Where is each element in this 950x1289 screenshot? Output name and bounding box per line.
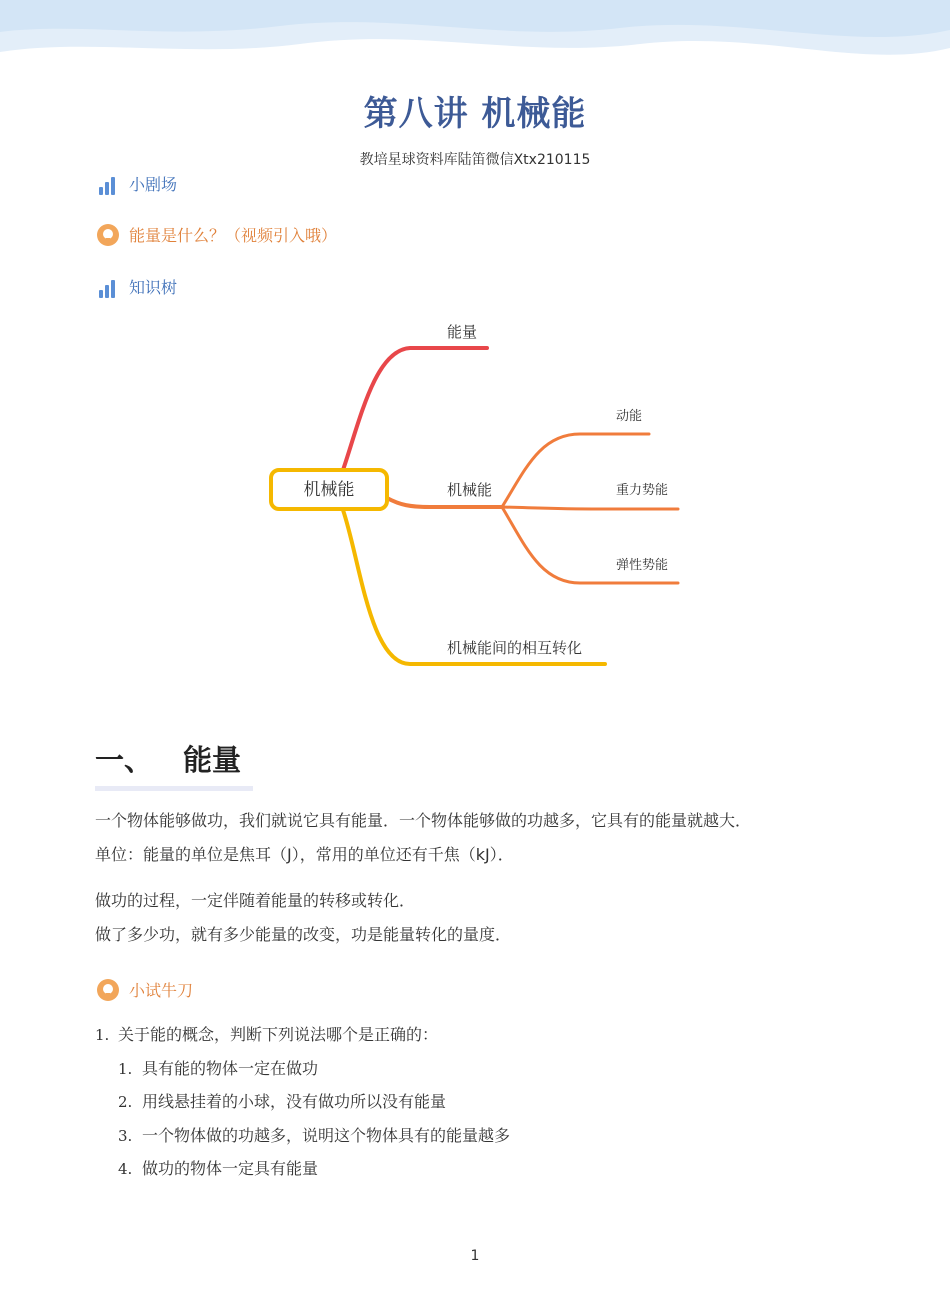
option-item	[118, 1123, 510, 1146]
node-elastic-label: 弹性势能	[616, 558, 669, 573]
section-knowledge-tree-label: 知识树	[129, 277, 178, 297]
paragraph-unit: 单位：能量的单位是焦耳（J），常用的单位还有千焦（kJ）．	[95, 845, 514, 864]
lightbulb-icon	[96, 222, 120, 246]
section-energy-question	[96, 222, 337, 246]
section-theater-label: 小剧场	[129, 174, 178, 194]
page-subtitle: 教培星球资料库陆笛微信Xtx210115	[359, 152, 591, 168]
option-item	[118, 1089, 446, 1112]
option-number: 1.	[118, 1060, 133, 1078]
branch-mechanical	[387, 498, 502, 507]
option-number: 4.	[118, 1160, 133, 1178]
option-number: 2.	[118, 1093, 133, 1111]
node-gravitational-label: 重力势能	[616, 483, 669, 498]
paragraph-work-measure: 做了多少功，就有多少能量的改变，功是能量转化的量度．	[95, 925, 512, 944]
branch-gravitational	[502, 507, 678, 509]
option-text: 用线悬挂着的小球，没有做功所以没有能量	[142, 1092, 447, 1111]
branch-energy	[343, 348, 487, 470]
paragraph-definition: 一个物体能够做功，我们就说它具有能量．一个物体能够做的功越多，它具有的能量就越大．	[95, 811, 752, 830]
option-text: 具有能的物体一定在做功	[142, 1059, 319, 1078]
section-quiz	[96, 977, 193, 1001]
section-energy-question-label: 能量是什么？（视频引入哦）	[129, 225, 338, 245]
bar-chart-icon	[96, 171, 120, 195]
section-knowledge-tree	[96, 274, 177, 298]
node-kinetic-label: 动能	[616, 409, 643, 424]
page-number: 1	[470, 1248, 480, 1264]
header-wave-decoration	[0, 0, 950, 80]
section-heading-number: 一、	[95, 743, 154, 777]
section-quiz-label: 小试牛刀	[129, 980, 194, 1000]
paragraph-work-process: 做功的过程，一定伴随着能量的转移或转化．	[95, 891, 416, 910]
question-number: 1.	[95, 1026, 110, 1044]
question-item	[95, 1022, 438, 1045]
section-heading	[95, 738, 241, 779]
knowledge-tree-mindmap	[0, 300, 950, 700]
node-mechanical-label: 机械能	[447, 481, 493, 499]
heading-underline	[95, 786, 253, 791]
lightbulb-icon	[96, 977, 120, 1001]
mindmap-root-label: 机械能	[303, 480, 355, 500]
section-heading-text: 能量	[183, 743, 242, 777]
option-item	[118, 1056, 318, 1079]
section-theater	[96, 171, 177, 195]
bar-chart-icon	[96, 274, 120, 298]
node-conversion-label: 机械能间的相互转化	[447, 639, 583, 657]
option-item	[118, 1156, 318, 1179]
question-text: 关于能的概念，判断下列说法哪个是正确的：	[118, 1025, 439, 1044]
page-title: 第八讲 机械能	[363, 94, 587, 134]
option-number: 3.	[118, 1127, 133, 1145]
option-text: 一个物体做的功越多，说明这个物体具有的能量越多	[142, 1126, 511, 1145]
node-energy-label: 能量	[447, 323, 478, 341]
option-text: 做功的物体一定具有能量	[142, 1159, 319, 1178]
